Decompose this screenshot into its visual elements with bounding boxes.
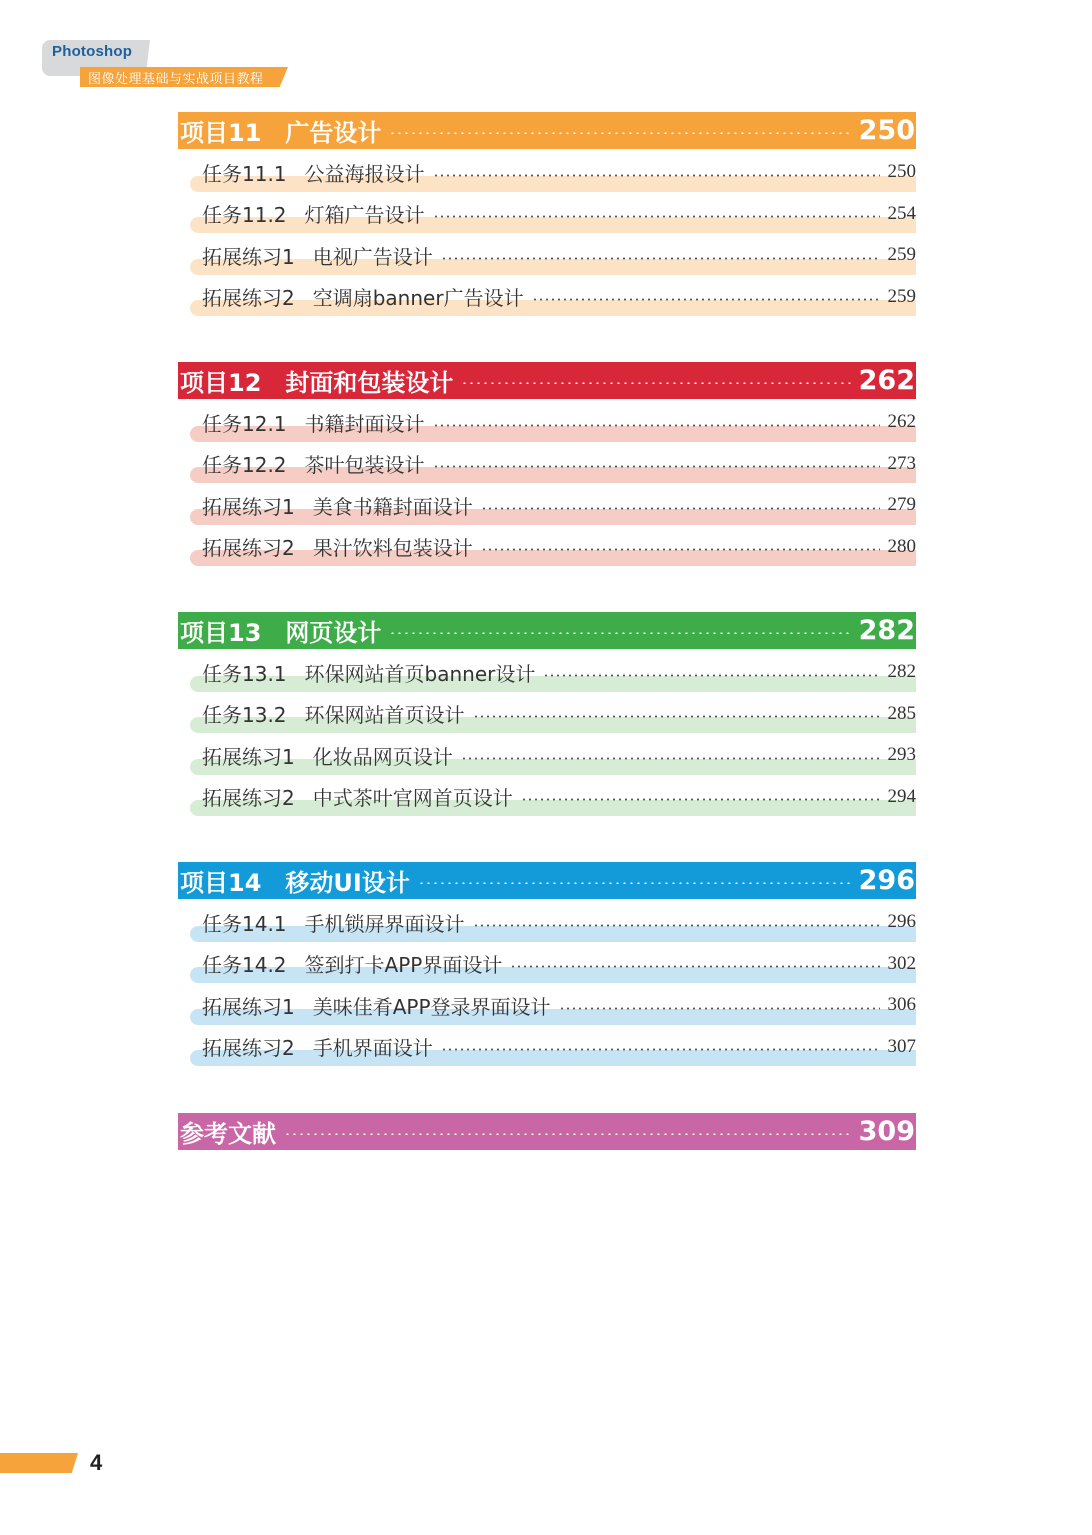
- references-heading[interactable]: [178, 1113, 916, 1150]
- references-page: 309: [858, 1116, 915, 1147]
- entry-label: 拓展练习2: [202, 286, 295, 311]
- entry-label: 任务14.1: [202, 911, 287, 936]
- page-number: 4: [90, 1450, 103, 1475]
- dot-leader: [433, 465, 880, 468]
- entry-page: 279: [887, 494, 916, 516]
- entry-title: 环保网站首页banner设计: [304, 661, 536, 686]
- toc-entry[interactable]: [178, 1028, 916, 1070]
- entry-title: 美食书籍封面设计: [312, 494, 473, 519]
- entry-label: 任务11.2: [202, 203, 287, 228]
- entry-page: 250: [887, 161, 916, 183]
- entry-title: 美味佳肴APP登录界面设计: [312, 994, 551, 1019]
- entry-page: 254: [887, 202, 916, 224]
- project-heading[interactable]: [178, 112, 916, 149]
- entry-page: 273: [887, 452, 916, 474]
- dot-leader: [389, 632, 850, 634]
- dot-leader: [389, 132, 850, 134]
- toc-section-project-14: [178, 862, 916, 1069]
- entry-title: 签到打卡APP界面设计: [304, 953, 503, 978]
- dot-leader: [559, 1007, 880, 1010]
- entry-title: 书籍封面设计: [304, 411, 425, 436]
- entry-title: 化妆品网页设计: [312, 744, 453, 769]
- project-heading[interactable]: [178, 862, 916, 899]
- entry-title: 茶叶包装设计: [304, 453, 425, 478]
- project-number: 项目13: [180, 619, 262, 647]
- entry-label: 任务13.1: [202, 661, 287, 686]
- entry-page: 259: [887, 244, 916, 266]
- entry-page: 280: [887, 535, 916, 557]
- entry-title: 空调扇banner广告设计: [312, 286, 524, 311]
- page-number-tab: [0, 1453, 78, 1473]
- dot-leader: [521, 798, 880, 801]
- dot-leader: [461, 382, 850, 384]
- project-page: 262: [858, 365, 915, 396]
- toc-entry[interactable]: [178, 236, 916, 278]
- header-subtitle: 图像处理基础与实战项目教程: [88, 72, 264, 87]
- dot-leader: [433, 424, 880, 427]
- dot-leader: [441, 1048, 880, 1051]
- dot-leader: [284, 1133, 851, 1135]
- entry-label: 拓展练习2: [202, 786, 295, 811]
- entry-page: 296: [887, 911, 916, 933]
- entry-title: 环保网站首页设计: [304, 703, 465, 728]
- dot-leader: [481, 507, 880, 510]
- project-page: 282: [858, 615, 915, 646]
- entry-title: 果汁饮料包装设计: [312, 536, 473, 561]
- project-title: 网页设计: [285, 619, 382, 647]
- project-title: 广告设计: [285, 119, 382, 147]
- project-page: 296: [858, 865, 915, 896]
- toc-entry[interactable]: [178, 445, 916, 487]
- dot-leader: [532, 298, 880, 301]
- entry-page: 302: [887, 952, 916, 974]
- entry-page: 293: [887, 744, 916, 766]
- entry-title: 手机界面设计: [312, 1036, 433, 1061]
- entry-page: 259: [887, 285, 916, 307]
- entry-page: 282: [887, 661, 916, 683]
- entry-page: 307: [887, 1035, 916, 1057]
- entry-label: 任务14.2: [202, 953, 287, 978]
- entry-page: 306: [887, 994, 916, 1016]
- toc-entry[interactable]: [178, 653, 916, 695]
- toc-entry[interactable]: [178, 486, 916, 528]
- toc-section-project-13: [178, 612, 916, 819]
- entry-page: 262: [887, 411, 916, 433]
- project-title: 移动UI设计: [285, 869, 410, 897]
- toc-entry[interactable]: [178, 986, 916, 1028]
- toc-entry[interactable]: [178, 195, 916, 237]
- project-title: 封面和包装设计: [285, 369, 454, 397]
- entry-label: 拓展练习1: [202, 494, 295, 519]
- toc-entry[interactable]: [178, 695, 916, 737]
- project-heading[interactable]: [178, 362, 916, 399]
- entry-title: 手机锁屏界面设计: [304, 911, 465, 936]
- project-page: 250: [858, 115, 915, 146]
- entry-label: 拓展练习1: [202, 744, 295, 769]
- entry-label: 任务12.1: [202, 411, 287, 436]
- dot-leader: [461, 757, 880, 760]
- entry-label: 拓展练习2: [202, 536, 295, 561]
- dot-leader: [543, 674, 879, 677]
- toc-section-references: [178, 1113, 916, 1150]
- toc-section-project-12: [178, 362, 916, 569]
- entry-page: 294: [887, 785, 916, 807]
- dot-leader: [481, 548, 880, 551]
- entry-page: 285: [887, 702, 916, 724]
- entry-label: 拓展练习2: [202, 1036, 295, 1061]
- project-number: 项目14: [180, 869, 262, 897]
- project-number: 项目12: [180, 369, 262, 397]
- dot-leader: [418, 882, 851, 884]
- entry-title: 中式茶叶官网首页设计: [312, 786, 513, 811]
- dot-leader: [510, 965, 879, 968]
- toc-entry[interactable]: [178, 736, 916, 778]
- dot-leader: [433, 174, 880, 177]
- entry-title: 灯箱广告设计: [304, 203, 425, 228]
- header-logo: Photoshop: [52, 43, 133, 60]
- toc-entry[interactable]: [178, 403, 916, 445]
- toc-entry[interactable]: [178, 778, 916, 820]
- toc-entry[interactable]: [178, 153, 916, 195]
- toc-entry[interactable]: [178, 903, 916, 945]
- dot-leader: [441, 257, 880, 260]
- entry-label: 任务12.2: [202, 453, 287, 478]
- project-heading[interactable]: [178, 612, 916, 649]
- entry-label: 拓展练习1: [202, 994, 295, 1019]
- toc-section-project-11: [178, 112, 916, 319]
- entry-label: 任务11.1: [202, 161, 287, 186]
- dot-leader: [433, 215, 880, 218]
- entry-label: 拓展练习1: [202, 244, 295, 269]
- toc-entry[interactable]: [178, 278, 916, 320]
- dot-leader: [473, 924, 880, 927]
- project-number: 项目11: [180, 119, 262, 147]
- toc-entry[interactable]: [178, 945, 916, 987]
- dot-leader: [473, 715, 880, 718]
- references-title: 参考文献: [180, 1120, 276, 1148]
- entry-label: 任务13.2: [202, 703, 287, 728]
- toc-entry[interactable]: [178, 528, 916, 570]
- entry-title: 公益海报设计: [304, 161, 425, 186]
- entry-title: 电视广告设计: [312, 244, 433, 269]
